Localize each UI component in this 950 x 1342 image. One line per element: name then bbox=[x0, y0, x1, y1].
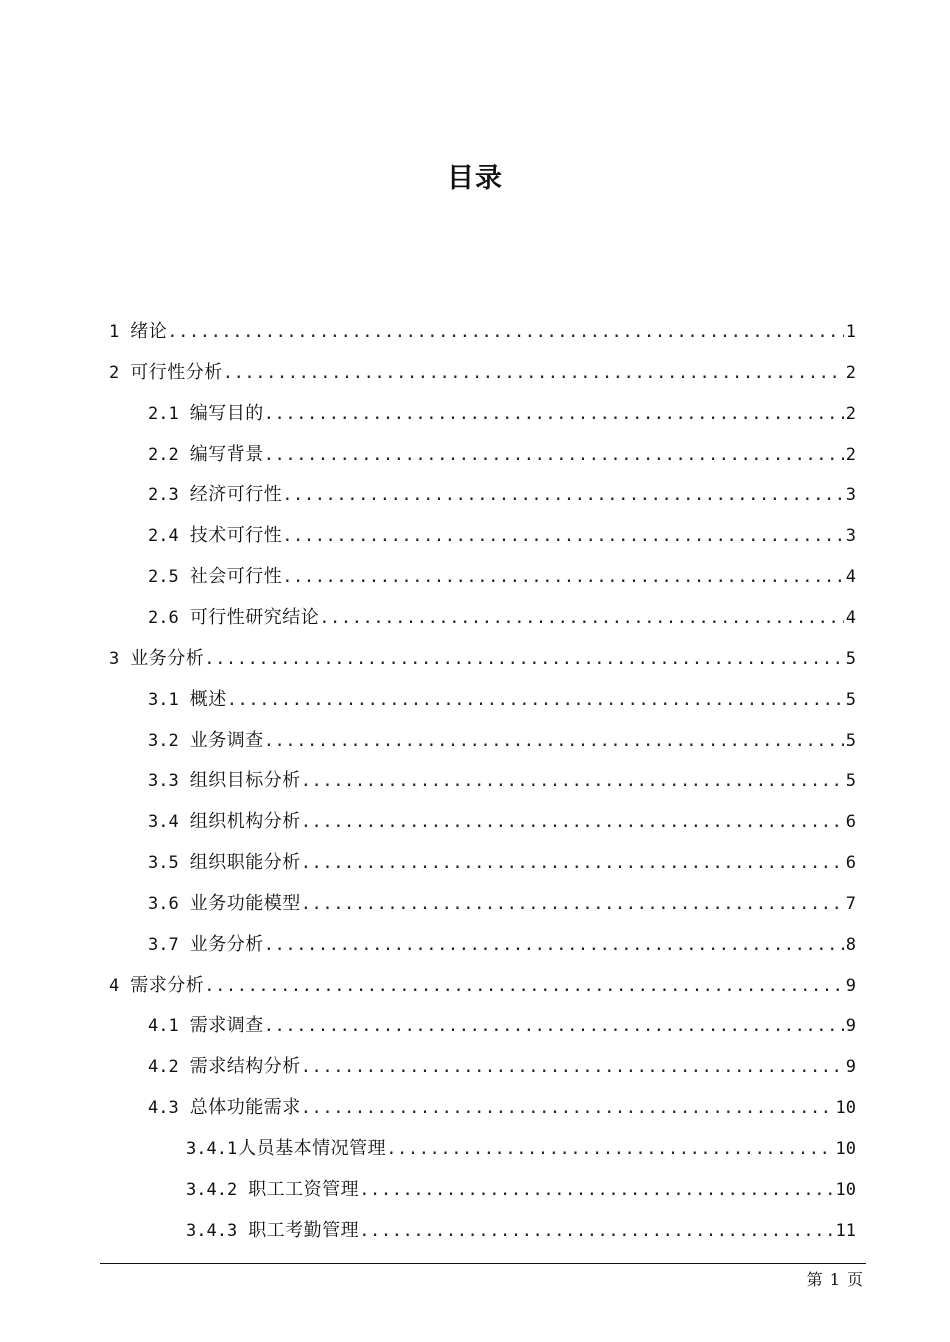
toc-entry-number: 4.2 bbox=[148, 1057, 179, 1077]
toc-entry-page: 5 bbox=[845, 649, 856, 669]
toc-entry-number: 4.3 bbox=[148, 1098, 179, 1118]
toc-entry-title: 经济可行性 bbox=[189, 484, 283, 505]
toc-entry-page: 2 bbox=[845, 404, 856, 424]
toc-entry-number: 3.4.2 bbox=[186, 1180, 238, 1200]
toc-entry-title: 可行性分析 bbox=[130, 362, 223, 383]
toc-entry-number: 4.1 bbox=[148, 1016, 179, 1036]
toc-entry[interactable] bbox=[148, 1093, 856, 1123]
toc-entry-title: 编写背景 bbox=[189, 444, 264, 465]
toc-entry-title: 可行性研究结论 bbox=[189, 607, 320, 628]
toc-entry-page: 11 bbox=[835, 1221, 856, 1241]
toc-entry-title: 职工考勤管理 bbox=[248, 1220, 360, 1241]
toc-entry[interactable] bbox=[148, 1052, 856, 1082]
toc-entry[interactable] bbox=[148, 685, 856, 715]
toc-entry-title: 总体功能需求 bbox=[189, 1097, 301, 1118]
toc-entry[interactable] bbox=[148, 726, 856, 756]
toc-entry-title: 人员基本情况管理 bbox=[238, 1138, 387, 1159]
page-number-footer: 第 1 页 bbox=[806, 1270, 864, 1289]
toc-entry[interactable] bbox=[186, 1216, 856, 1246]
toc-entry[interactable] bbox=[148, 521, 856, 551]
toc-entry-page: 5 bbox=[845, 771, 856, 791]
toc-dot-leader bbox=[264, 399, 844, 429]
toc-entry-page: 1 bbox=[845, 322, 856, 342]
toc-entry-number: 2 bbox=[109, 363, 120, 383]
toc-dot-leader bbox=[386, 1134, 833, 1164]
toc-entry[interactable] bbox=[148, 399, 856, 429]
toc-dot-leader bbox=[319, 603, 844, 633]
toc-entry-page: 3 bbox=[845, 526, 856, 546]
toc-entry-title: 需求分析 bbox=[130, 975, 205, 996]
toc-entry-number: 3.1 bbox=[148, 690, 179, 710]
toc-entry-title: 绪论 bbox=[130, 321, 168, 342]
toc-entry-page: 10 bbox=[835, 1180, 856, 1200]
toc-entry[interactable] bbox=[148, 848, 856, 878]
toc-entry-number: 3.6 bbox=[148, 894, 179, 914]
toc-entry-number: 2.2 bbox=[148, 445, 179, 465]
toc-entry-number: 3 bbox=[109, 649, 120, 669]
toc-dot-leader bbox=[264, 1011, 844, 1041]
toc-entry-number: 1 bbox=[109, 322, 120, 342]
toc-dot-leader bbox=[359, 1175, 833, 1205]
toc-entry-number: 2.6 bbox=[148, 608, 179, 628]
toc-entry[interactable] bbox=[148, 562, 856, 592]
toc-entry-title: 职工工资管理 bbox=[248, 1179, 360, 1200]
toc-dot-leader bbox=[264, 726, 844, 756]
toc-entry-page: 4 bbox=[845, 567, 856, 587]
toc-entry-page: 7 bbox=[845, 894, 856, 914]
toc-dot-leader bbox=[167, 317, 844, 347]
toc-entry[interactable] bbox=[109, 317, 856, 347]
toc-entry-page: 9 bbox=[845, 1016, 856, 1036]
toc-entry[interactable] bbox=[109, 358, 856, 388]
toc-entry-title: 组织职能分析 bbox=[189, 852, 301, 873]
toc-entry-title: 社会可行性 bbox=[189, 566, 283, 587]
toc-entry-title: 业务功能模型 bbox=[189, 893, 301, 914]
toc-entry-page: 9 bbox=[845, 1057, 856, 1077]
toc-dot-leader bbox=[227, 685, 844, 715]
toc-dot-leader bbox=[204, 644, 844, 674]
toc-entry-page: 6 bbox=[845, 853, 856, 873]
toc-dot-leader bbox=[282, 562, 844, 592]
toc-entry-number: 3.3 bbox=[148, 771, 179, 791]
toc-dot-leader bbox=[301, 1093, 834, 1123]
toc-entry[interactable] bbox=[186, 1134, 856, 1164]
toc-entry-page: 5 bbox=[845, 690, 856, 710]
toc-entry-page: 8 bbox=[845, 935, 856, 955]
toc-entry[interactable] bbox=[148, 807, 856, 837]
toc-entry-title: 组织目标分析 bbox=[189, 770, 301, 791]
toc-entry-number: 3.4 bbox=[148, 812, 179, 832]
toc-entry-page: 9 bbox=[845, 976, 856, 996]
toc-entry-number: 2.3 bbox=[148, 485, 179, 505]
toc-dot-leader bbox=[301, 848, 844, 878]
toc-entry[interactable] bbox=[109, 644, 856, 674]
toc-entry-page: 3 bbox=[845, 485, 856, 505]
toc-entry-title: 组织机构分析 bbox=[189, 811, 301, 832]
toc-entry-page: 5 bbox=[845, 731, 856, 751]
footer-rule bbox=[100, 1263, 866, 1264]
toc-dot-leader bbox=[301, 766, 844, 796]
toc-entry-title: 技术可行性 bbox=[189, 525, 283, 546]
toc-entry-page: 2 bbox=[845, 363, 856, 383]
toc-entry[interactable] bbox=[148, 766, 856, 796]
toc-entry-title: 业务调查 bbox=[189, 730, 264, 751]
toc-dot-leader bbox=[223, 358, 844, 388]
toc-entry-page: 4 bbox=[845, 608, 856, 628]
toc-dot-leader bbox=[264, 440, 844, 470]
toc-entry-number: 4 bbox=[109, 976, 120, 996]
toc-entry-number: 2.1 bbox=[148, 404, 179, 424]
toc-entry-title: 需求调查 bbox=[189, 1015, 264, 1036]
toc-entry-title: 业务分析 bbox=[130, 648, 205, 669]
toc-entry-number: 2.5 bbox=[148, 567, 179, 587]
toc-entry[interactable] bbox=[148, 603, 856, 633]
toc-entry-page: 10 bbox=[835, 1098, 856, 1118]
toc-dot-leader bbox=[359, 1216, 833, 1246]
toc-entry[interactable] bbox=[148, 440, 856, 470]
toc-entry[interactable] bbox=[148, 480, 856, 510]
toc-entry[interactable] bbox=[148, 1011, 856, 1041]
toc-entry-number: 2.4 bbox=[148, 526, 179, 546]
toc-entry-page: 10 bbox=[835, 1139, 856, 1159]
toc-entry[interactable] bbox=[109, 971, 856, 1001]
page-title: 目录 bbox=[447, 163, 503, 194]
toc-entry-number: 3.4.1 bbox=[186, 1139, 238, 1159]
toc-entry-number: 3.2 bbox=[148, 731, 179, 751]
toc-dot-leader bbox=[282, 521, 844, 551]
toc-entry-page: 6 bbox=[845, 812, 856, 832]
toc-entry-title: 编写目的 bbox=[189, 403, 264, 424]
toc-entry-page: 2 bbox=[845, 445, 856, 465]
toc-entry-title: 需求结构分析 bbox=[189, 1056, 301, 1077]
toc-entry-title: 业务分析 bbox=[189, 934, 264, 955]
toc-dot-leader bbox=[282, 480, 844, 510]
toc-entry[interactable] bbox=[148, 930, 856, 960]
toc-entry-number: 3.7 bbox=[148, 935, 179, 955]
toc-dot-leader bbox=[301, 807, 844, 837]
toc-entry-title: 概述 bbox=[189, 689, 227, 710]
toc-entry[interactable] bbox=[186, 1175, 856, 1205]
toc-dot-leader bbox=[204, 971, 844, 1001]
toc-entry-number: 3.4.3 bbox=[186, 1221, 238, 1241]
toc-entry[interactable] bbox=[148, 889, 856, 919]
toc-entry-number: 3.5 bbox=[148, 853, 179, 873]
toc-dot-leader bbox=[264, 930, 844, 960]
toc-dot-leader bbox=[301, 1052, 844, 1082]
toc-dot-leader bbox=[301, 889, 844, 919]
